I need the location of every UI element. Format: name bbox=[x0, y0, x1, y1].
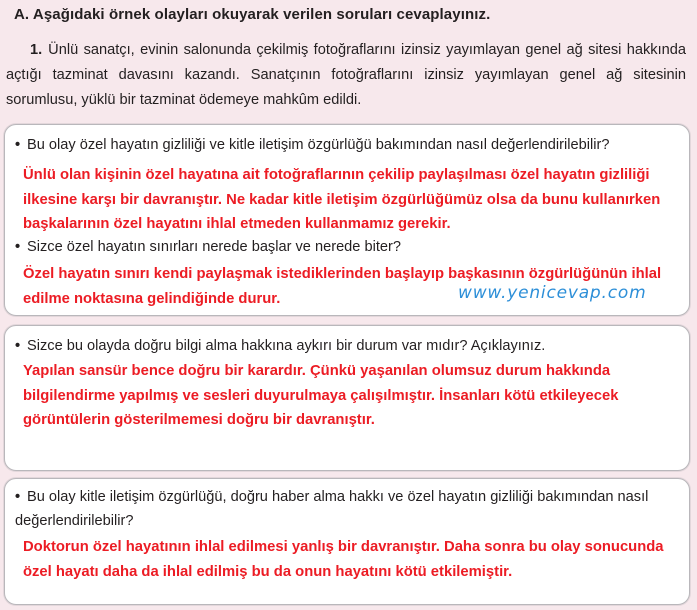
question-3 bbox=[15, 334, 680, 358]
bullet-icon: • bbox=[15, 137, 21, 153]
bullet-icon: • bbox=[15, 338, 21, 354]
question-card-2 bbox=[4, 325, 690, 471]
question-2 bbox=[15, 235, 680, 259]
bullet-icon: • bbox=[15, 239, 21, 255]
question-4 bbox=[15, 485, 680, 533]
intro-text: Ünlü sanatçı, evinin salonunda çekilmiş fotoğraflarını izinsiz yayımlayan genel ağ sitesi hakkında açtığı tazminat davasını kazandı. Sanatçının fotoğraflarını izinsiz yayımlayan genel ağ sitesinin sorumlusu, yüklü bir tazminat ödemeye mahkûm edildi. bbox=[6, 42, 686, 108]
question-2-text: Sizce özel hayatın sınırları nerede başlar ve nerede biter? bbox=[27, 239, 401, 255]
bullet-icon: • bbox=[15, 489, 21, 505]
answer-2: Özel hayatın sınırı kendi paylaşmak istediklerinden başlayıp başkasının özgürlüğünün ihlal edilme noktasına gelindiğinde durur. bbox=[23, 266, 662, 307]
watermark-link[interactable]: www.yenicevap.com bbox=[458, 283, 647, 303]
intro-number: 1. bbox=[30, 42, 43, 58]
question-1-text: Bu olay özel hayatın gizliliği ve kitle iletişim özgürlüğü bakımından nasıl değerlendirilebilir? bbox=[27, 137, 610, 153]
question-4-text: Bu olay kitle iletişim özgürlüğü, doğru haber alma hakkı ve özel hayatın gizliliği bakımından nasıl değerlendirilebilir? bbox=[15, 489, 649, 529]
answer-3: Yapılan sansür bence doğru bir karardır. Çünkü yaşanılan olumsuz durum hakkında bilgilendirme yapılmış ve sesleri duyurulmaya çalışılmıştır. İnsanları kötü etkileyecek görüntülerin gösterilmemesi doğru bir davranıştır. bbox=[23, 363, 619, 428]
question-card-3 bbox=[4, 478, 690, 605]
section-title: A. Aşağıdaki örnek olayları okuyarak verilen soruları cevaplayınız. bbox=[14, 6, 491, 23]
question-1 bbox=[15, 133, 680, 157]
intro-paragraph bbox=[6, 38, 686, 113]
question-3-text: Sizce bu olayda doğru bilgi alma hakkına aykırı bir durum var mıdır? Açıklayınız. bbox=[27, 338, 546, 354]
answer-4: Doktorun özel hayatının ihlal edilmesi yanlış bir davranıştır. Daha sonra bu olay sonucunda özel hayatı daha da ihlal edilmiş bu da onun hayatını kötü etkilemiştir. bbox=[23, 539, 664, 580]
answer-1: Ünlü olan kişinin özel hayatına ait fotoğraflarının çekilip paylaşılması özel hayatın gizliliği ilkesine karşı bir davranıştır. Ne kadar kitle iletişim özgürlüğümüz olsa da bunu kullanırken başkalarının özel hayatını ihlal etmeden kullanmamız gerekir. bbox=[23, 167, 661, 232]
